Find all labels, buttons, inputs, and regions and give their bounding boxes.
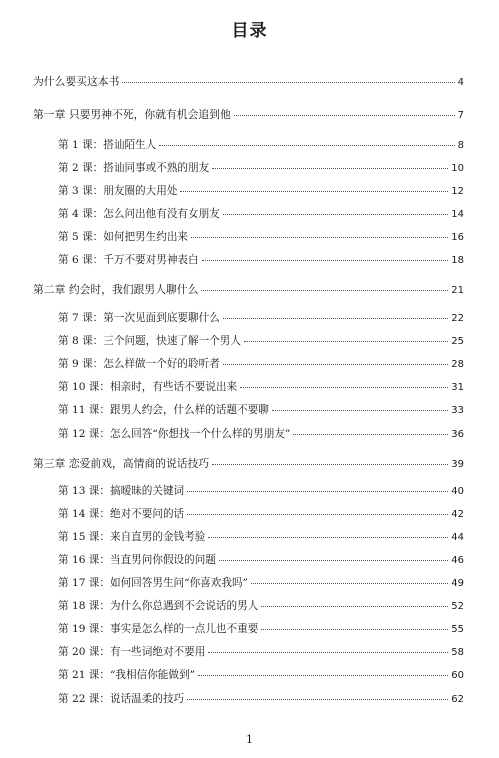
toc-entry-label: 第一章 只要男神不死，你就有机会追到他 [33, 108, 231, 121]
toc-entry-page: 52 [451, 601, 464, 612]
toc-entry-label: 第 1 课：搭讪陌生人 [58, 139, 157, 151]
toc-entry-page: 8 [457, 140, 464, 151]
dot-leader [122, 82, 454, 83]
toc-entry-label: 第 12 课：怎么回答“你想找一个什么样的男朋友” [58, 428, 291, 440]
toc-lesson-entry[interactable] [58, 552, 464, 567]
toc-entry-page: 18 [451, 255, 464, 266]
toc-entry-label: 第 8 课：三个问题，快速了解一个男人 [58, 335, 241, 347]
toc-chapter-entry[interactable] [33, 107, 464, 122]
toc-entry-label: 第 22 课：说话温柔的技巧 [58, 693, 185, 705]
dot-leader [191, 237, 448, 238]
dot-leader [223, 318, 448, 319]
dot-leader [212, 168, 448, 169]
toc-lesson-entry[interactable] [58, 229, 464, 244]
dot-leader [208, 537, 448, 538]
toc-entry-page: 36 [451, 429, 464, 440]
dot-leader [223, 214, 448, 215]
toc-lesson-entry[interactable] [58, 621, 464, 636]
toc-entry-label: 第 4 课：怎么问出他有没有女朋友 [58, 208, 220, 220]
toc-lesson-entry[interactable] [58, 402, 464, 417]
toc-entry-label: 第 13 课：搞暧昧的关键词 [58, 485, 185, 497]
dot-leader [187, 514, 448, 515]
toc-lesson-entry[interactable] [58, 667, 464, 682]
dot-leader [244, 341, 448, 342]
toc-entry-page: 46 [451, 555, 464, 566]
dot-leader [180, 191, 448, 192]
dot-leader [272, 410, 448, 411]
toc-entry-page: 31 [451, 382, 464, 393]
dot-leader [201, 290, 448, 291]
toc-lesson-entry[interactable] [58, 252, 464, 267]
toc-entry-label: 第 9 课：怎么样做一个好的聆听者 [58, 358, 220, 370]
dot-leader [261, 629, 448, 630]
dot-leader [251, 583, 448, 584]
toc-entry-label: 第 3 课：朋友圈的大用处 [58, 185, 178, 197]
toc-entry-page: 33 [451, 405, 464, 416]
toc-entry-label: 第 11 课：跟男人约会，什么样的话题不要聊 [58, 404, 269, 416]
toc-entry-label: 第三章 恋爱前戏，高情商的说话技巧 [33, 457, 210, 470]
toc-entry-label: 第 21 课：“我相信你能做到” [58, 669, 195, 681]
toc-entry-label: 第 2 课：搭讪同事或不熟的朋友 [58, 162, 210, 174]
toc-lesson-entry[interactable] [58, 206, 464, 221]
toc-lesson-entry[interactable] [58, 644, 464, 659]
toc-lesson-entry[interactable] [58, 137, 464, 152]
toc-entry-page: 28 [451, 359, 464, 370]
toc-lesson-entry[interactable] [58, 529, 464, 544]
toc-entry-page: 21 [451, 285, 464, 296]
toc-entry-page: 7 [457, 110, 464, 121]
dot-leader [240, 387, 448, 388]
toc-entry-label: 第 16 课：当直男问你假设的问题 [58, 554, 216, 566]
toc-entry-page: 60 [451, 670, 464, 681]
dot-leader [212, 464, 448, 465]
toc-lesson-entry[interactable] [58, 333, 464, 348]
toc-entry-page: 12 [451, 186, 464, 197]
toc-entry-label: 第 19 课：事实是怎么样的一点儿也不重要 [58, 623, 259, 635]
toc-lesson-entry[interactable] [58, 356, 464, 371]
toc-entry-label: 第 20 课：有一些词绝对不要用 [58, 646, 206, 658]
dot-leader [261, 606, 448, 607]
toc-entry-page: 55 [451, 624, 464, 635]
toc-entry-page: 42 [451, 509, 464, 520]
toc-entry-page: 44 [451, 532, 464, 543]
toc-lesson-entry[interactable] [58, 310, 464, 325]
dot-leader [159, 145, 454, 146]
toc-chapter-entry[interactable] [33, 282, 464, 297]
dot-leader [293, 434, 448, 435]
toc-lesson-entry[interactable] [58, 691, 464, 706]
toc-entry-label: 第 15 课：来自直男的金钱考验 [58, 531, 206, 543]
toc-entry-page: 22 [451, 313, 464, 324]
dot-leader [223, 364, 448, 365]
toc-chapter-entry[interactable] [33, 456, 464, 471]
dot-leader [234, 115, 455, 116]
toc-chapter-entry[interactable] [33, 74, 464, 89]
toc-entry-page: 58 [451, 647, 464, 658]
page-number: 1 [246, 733, 253, 746]
toc-entry-label: 第 5 课：如何把男生约出来 [58, 231, 189, 243]
toc-lesson-entry[interactable] [58, 506, 464, 521]
toc-lesson-entry[interactable] [58, 379, 464, 394]
toc-entry-page: 4 [457, 77, 464, 88]
dot-leader [208, 652, 448, 653]
toc-lesson-entry[interactable] [58, 160, 464, 175]
toc-entry-page: 16 [451, 232, 464, 243]
dot-leader [202, 260, 449, 261]
dot-leader [198, 675, 448, 676]
toc-entry-page: 39 [451, 459, 464, 470]
toc-lesson-entry[interactable] [58, 483, 464, 498]
toc-entry-label: 第 10 课：相亲时，有些话不要说出来 [58, 381, 238, 393]
toc-entry-label: 第 14 课：绝对不要问的话 [58, 508, 185, 520]
toc-entry-page: 40 [451, 486, 464, 497]
toc-entry-page: 49 [451, 578, 464, 589]
toc-entry-label: 第 17 课：如何回答男生问“你喜欢我吗” [58, 577, 248, 589]
toc-entry-label: 第 6 课：千万不要对男神表白 [58, 254, 199, 266]
toc-lesson-entry[interactable] [58, 575, 464, 590]
toc-lesson-entry[interactable] [58, 426, 464, 441]
page-title: 目录 [231, 21, 268, 41]
toc-entry-page: 25 [451, 336, 464, 347]
toc-entry-label: 第二章 约会时，我们跟男人聊什么 [33, 283, 199, 296]
toc-entry-label: 第 18 课：为什么你总遇到不会说话的男人 [58, 600, 259, 612]
toc-lesson-entry[interactable] [58, 598, 464, 613]
toc-entry-page: 10 [451, 163, 464, 174]
dot-leader [219, 560, 448, 561]
toc-entry-page: 14 [451, 209, 464, 220]
toc-lesson-entry[interactable] [58, 183, 464, 198]
toc-entry-label: 为什么要买这本书 [33, 75, 120, 88]
toc-entry-label: 第 7 课：第一次见面到底要聊什么 [58, 312, 220, 324]
toc-entry-page: 62 [451, 694, 464, 705]
dot-leader [187, 699, 448, 700]
dot-leader [187, 491, 448, 492]
